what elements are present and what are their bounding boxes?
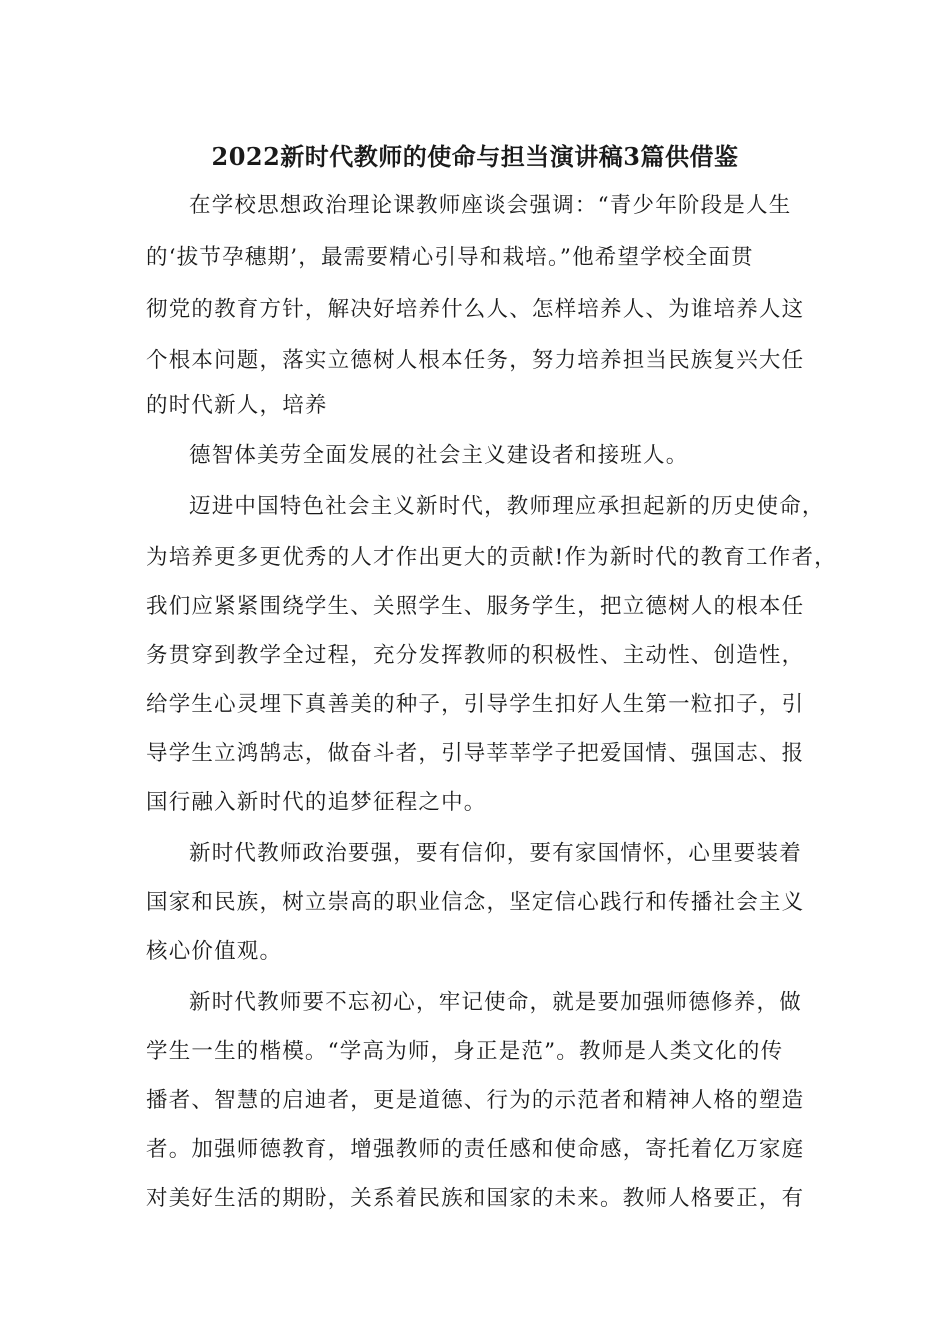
- text-line: 迈进中国特色社会主义新时代，教师理应承担起新的历史使命，: [189, 494, 825, 519]
- text-line: 学生一生的楷模。“学高为师，身正是范”。教师是人类文化的传: [146, 1039, 784, 1064]
- text-line: 彻党的教育方针，解决好培养什么人、怎样培养人、为谁培养人这: [146, 297, 805, 322]
- text-line: 在学校思想政治理论课教师座谈会强调：“青少年阶段是人生: [189, 193, 792, 218]
- text-line: 的时代新人，培养: [146, 393, 328, 418]
- text-line: 导学生立鸿鹄志，做奋斗者，引导莘莘学子把爱国情、强国志、报: [146, 741, 805, 766]
- text-line: 为培养更多更优秀的人才作出更大的贡献!作为新时代的教育工作者，: [146, 545, 837, 570]
- text-line: 国家和民族，树立崇高的职业信念，坚定信心践行和传播社会主义: [146, 890, 805, 915]
- text-line: 个根本问题，落实立德树人根本任务，努力培养担当民族复兴大任: [146, 348, 805, 373]
- text-line: 核心价值观。: [146, 939, 283, 964]
- text-line: 给学生心灵埋下真善美的种子，引导学生扣好人生第一粒扣子，引: [146, 692, 805, 717]
- text-line: 我们应紧紧围绕学生、关照学生、服务学生，把立德树人的根本任: [146, 594, 805, 619]
- text-line: 的‘拔节孕穗期’，最需要精心引导和栽培。”他希望学校全面贯: [146, 245, 754, 270]
- text-line: 德智体美劳全面发展的社会主义建设者和接班人。: [189, 443, 689, 468]
- text-line: 对美好生活的期盼，关系着民族和国家的未来。教师人格要正，有: [146, 1186, 805, 1211]
- text-line: 务贯穿到教学全过程，充分发挥教师的积极性、主动性、创造性，: [146, 643, 805, 668]
- text-line: 新时代教师要不忘初心，牢记使命，就是要加强师德修养，做: [189, 990, 802, 1015]
- text-line: 新时代教师政治要强，要有信仰，要有家国情怀，心里要装着: [189, 841, 802, 866]
- text-line: 者。加强师德教育，增强教师的责任感和使命感，寄托着亿万家庭: [146, 1137, 805, 1162]
- text-line: 播者、智慧的启迪者，更是道德、行为的示范者和精神人格的塑造: [146, 1088, 805, 1113]
- text-line: 国行融入新时代的追梦征程之中。: [146, 790, 487, 815]
- document-title: 2022新时代教师的使命与担当演讲稿3篇供借鉴: [211, 142, 739, 171]
